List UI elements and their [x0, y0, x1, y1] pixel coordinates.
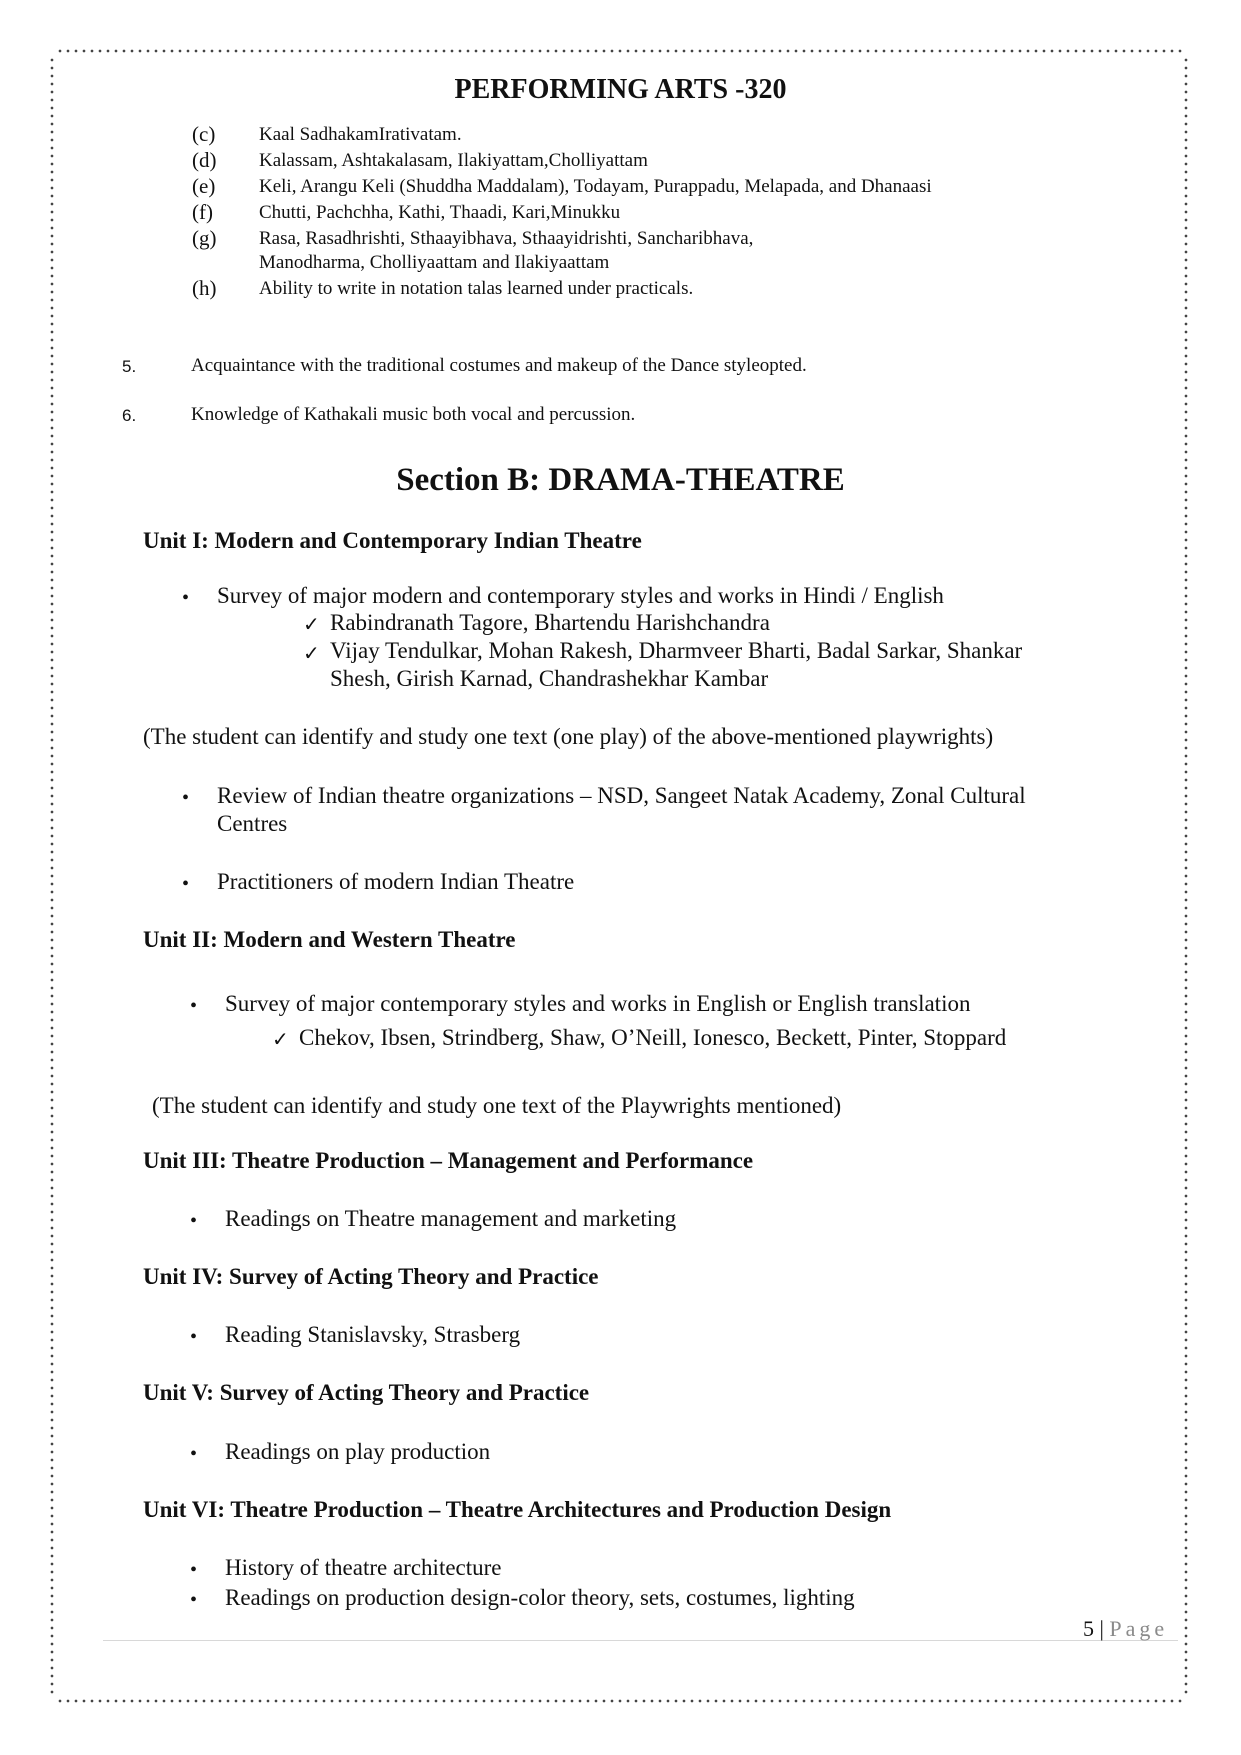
sub-item-label: (g) — [192, 226, 217, 250]
page-title: PERFORMING ARTS -320 — [454, 74, 787, 105]
numbered-item-text: Acquaintance with the traditional costumes and makeup of the Dance styleopted. — [191, 355, 807, 376]
list-item: Practitioners of modern Indian Theatre — [217, 869, 575, 894]
page-number: 5 — [1083, 1616, 1094, 1641]
list-item-continued: Centres — [217, 811, 288, 836]
numbered-item-text: Knowledge of Kathakali music both vocal and percussion. — [191, 404, 636, 425]
unit-heading: Unit III: Theatre Production – Management and Performance — [143, 1148, 754, 1173]
page-border-left — [48, 56, 56, 1696]
unit-heading: Unit VI: Theatre Production – Theatre Architectures and Production Design — [143, 1497, 892, 1522]
unit-heading: Unit V: Survey of Acting Theory and Practice — [143, 1380, 590, 1405]
sub-item-label: (h) — [192, 276, 217, 300]
note-text: (The student can identify and study one text of the Playwrights mentioned) — [152, 1093, 842, 1118]
sub-item-label: (f) — [192, 200, 213, 224]
sub-item-text: Keli, Arangu Keli (Shuddha Maddalam), Todayam, Purappadu, Melapada, and Dhanaasi — [259, 176, 932, 197]
page-border-right — [1182, 56, 1190, 1696]
bullet-icon: • — [190, 1443, 198, 1465]
check-icon: ✓ — [303, 614, 320, 636]
list-item: Chekov, Ibsen, Strindberg, Shaw, O’Neill, Ionesco, Beckett, Pinter, Stoppard — [299, 1025, 1007, 1050]
unit-heading: Unit IV: Survey of Acting Theory and Practice — [143, 1264, 599, 1289]
bullet-icon: • — [182, 873, 190, 895]
list-item: Readings on Theatre management and marketing — [225, 1206, 677, 1231]
sub-item-text: Kalassam, Ashtakalasam, Ilakiyattam,Cholliyattam — [259, 150, 648, 171]
sub-item-text: Ability to write in notation talas learned under practicals. — [259, 278, 694, 299]
list-item: Reading Stanislavsky, Strasberg — [225, 1322, 521, 1347]
page-border-top — [56, 47, 1186, 55]
sub-item-text: Kaal SadhakamIrativatam. — [259, 124, 462, 145]
bullet-icon: • — [190, 1559, 198, 1581]
bullet-icon: • — [190, 995, 198, 1017]
list-item: Survey of major modern and contemporary styles and works in Hindi / English — [217, 583, 944, 608]
check-icon: ✓ — [303, 643, 320, 665]
bullet-icon: • — [190, 1210, 198, 1232]
section-title: Section B: DRAMA-THEATRE — [396, 462, 845, 498]
check-icon: ✓ — [272, 1029, 289, 1051]
page-separator: | — [1099, 1616, 1104, 1641]
sub-item-label: (e) — [192, 174, 216, 198]
list-item: Review of Indian theatre organizations – NSD, Sangeet Natak Academy, Zonal Cultural — [217, 783, 1026, 808]
sub-item-label: (c) — [192, 122, 216, 146]
sub-item-text: Chutti, Pachchha, Kathi, Thaadi, Kari,Minukku — [259, 202, 621, 223]
sub-item-text: Rasa, Rasadhrishti, Sthaayibhava, Sthaayidrishti, Sancharibhava, — [259, 228, 754, 249]
page-border-bottom — [56, 1697, 1186, 1705]
page-word: Page — [1109, 1616, 1169, 1641]
list-item: History of theatre architecture — [225, 1555, 502, 1580]
bullet-icon: • — [182, 787, 190, 809]
unit-heading: Unit I: Modern and Contemporary Indian Theatre — [143, 528, 642, 553]
note-text: (The student can identify and study one text (one play) of the above-mentioned playwrights) — [143, 724, 994, 749]
bullet-icon: • — [182, 587, 190, 609]
list-item: Survey of major contemporary styles and works in English or English translation — [225, 991, 971, 1016]
bullet-icon: • — [190, 1326, 198, 1348]
numbered-item-number: 5. — [122, 357, 137, 376]
list-item: Rabindranath Tagore, Bhartendu Harishchandra — [330, 610, 770, 635]
unit-heading: Unit II: Modern and Western Theatre — [143, 927, 516, 952]
numbered-item-number: 6. — [122, 406, 137, 425]
list-item: Readings on play production — [225, 1439, 491, 1464]
page-footer — [1083, 1616, 1168, 1642]
bullet-icon: • — [190, 1589, 198, 1611]
sub-item-text-continued: Manodharma, Cholliyaattam and Ilakiyaattam — [259, 252, 610, 273]
sub-item-label: (d) — [192, 148, 217, 172]
list-item: Readings on production design-color theory, sets, costumes, lighting — [225, 1585, 855, 1610]
footer-divider — [103, 1640, 1178, 1641]
list-item: Vijay Tendulkar, Mohan Rakesh, Dharmveer Bharti, Badal Sarkar, Shankar — [330, 638, 1023, 663]
list-item-continued: Shesh, Girish Karnad, Chandrashekhar Kambar — [330, 666, 769, 691]
